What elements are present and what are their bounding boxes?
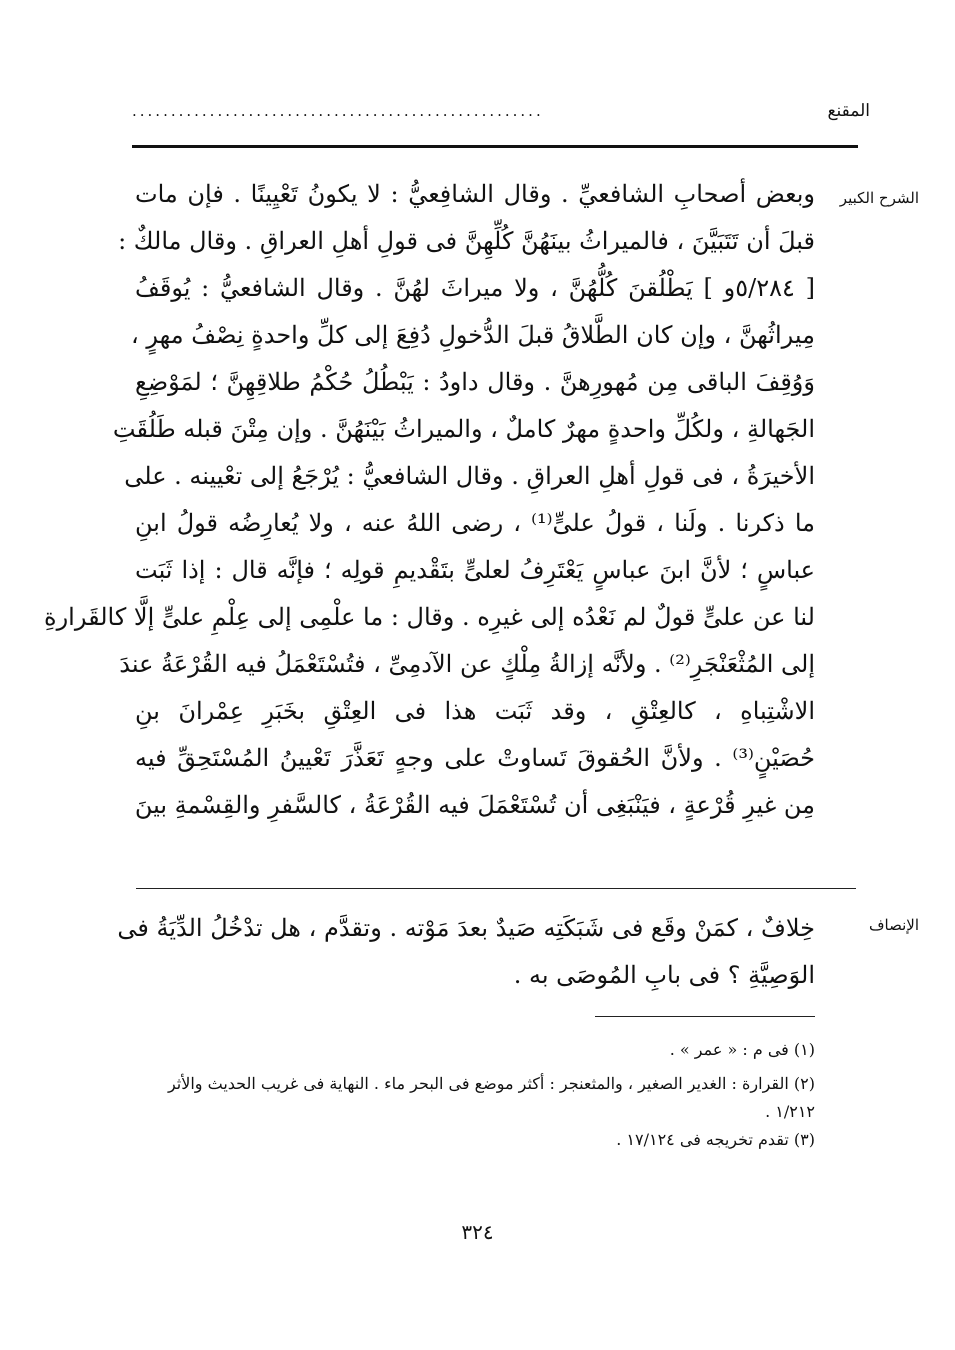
footnote-2-continued: ١/٢١٢ . [765,1102,815,1121]
dot-leader: ..................................................... [132,102,544,120]
text-line: وَوُقِفَ الباقى مِن مُهورِهنَّ . وقال داودُ : يَبْطُلُ حُكْمُ طلاقِهِنَّ ؛ لمَوْضِعِ [135,368,815,396]
text-line: قبلَ أن تَتَبَيَّنَ ، فالميراثُ بينَهُنَّ كُلِّهِنَّ فى قولِ أهلِ العراقِ . وقال مالكٌ : [118,227,815,255]
footnote-divider [595,1016,815,1017]
section-divider [136,888,856,889]
section-label-sharh: الشرح الكبير [839,189,919,207]
text-line: حُصَيْنٍ⁽³⁾ . ولأنَّ الحُقوقَ تَساوتْ على وجهٍ تَعَذَّرَ تَعْيينُ المُسْتَحِقِّ فيه [135,744,815,772]
running-title: المقنع [827,101,870,121]
text-line: الوَصِيَّةِ ؟ فى بابِ المُوصَى به . [513,961,815,989]
text-line: [ ٥/٢٨٤و ] يَطْلُقنَ كُلُّهُنَّ ، ولا ميراثَ لهُنَّ . وقال الشافعيُّ : يُوقَفُ [135,274,815,302]
footnote-2: (٢) القرارة : الغدير الصغير ، والمثعنجر : أكثر موضع فى البحر ماء . النهاية فى غريب الحديث والأثر [167,1074,815,1093]
text-line: الاشْتِباهِ ، كالعِتْقِ ، وقد ثَبَت هذا فى العِتْقِ بخَبَرِ عِمْرانَ بنِ [135,697,815,725]
footnotes [135,1036,815,1154]
text-line: الجَهالةِ ، ولكُلِّ واحدةٍ مهرٌ كاملٌ ، والميراثُ بَيْنَهُنَّ . وإن مِتْنَ قبله طَلُقَتِ [112,415,815,443]
text-line: لنا عن علىٍّ قولٌ لم نَعْدُه إلى غيرِه . وقال : ما علْمِى إلى عِلْمِ علىٍّ إلَّا كالقَرارةِ [44,603,815,631]
header-rule [132,145,858,148]
insaf-text-block [117,905,815,999]
text-line: ما ذكرنا . ولَنا ، قولُ علىٍّ⁽¹⁾ ، رضى اللهُ عنه ، ولا يُعارِضُه قولُ ابنِ [135,509,816,537]
footnote-1: (١) فى م : « عمر » . [669,1040,815,1059]
text-line: الأخيرَةُ ، فى قولِ أهلِ العراقِ . وقال الشافعيُّ : يُرْجَعُ إلى تعْيينه . على [124,462,815,490]
page-number: ٣٢٤ [461,1220,494,1244]
text-line: وبعض أصحابِ الشافعيِّ . وقال الشافِعيُّ : لا يكونُ تَعْيِينًا . فإن مات [135,180,815,208]
text-line: عباسٍ ؛ لأنَّ ابنَ عباسٍ يَعْتَرِفُ لعلىٍّ بتَقْديمِ قولِه ؛ فإنَّه قال : إذا ثَبَت [135,556,815,584]
section-label-insaf: الإنصاف [868,916,919,934]
text-line: مِن غيرِ قُرْعةٍ ، فيَنْبَغِى أن تُسْتَعْمَلَ فيه القُرْعَةُ ، كالسَّفرِ والقِسْمةِ بينَ [134,791,815,819]
text-line: خِلافٌ ، كمَنْ وقَع فى شَبَكَتِه صَيدٌ بعدَ مَوْته . وتقدَّم ، هل تدْخُلُ الدِّيَةُ فى [117,914,815,942]
sharh-text-block [44,171,816,829]
footnote-3: (٣) تقدم تخريجه فى ١٧/١٢٤ . [616,1130,815,1149]
text-line: إلى المُثْعَنْجَرِ⁽²⁾ . ولأنَّه إزالةُ مِلْكٍ عن الآدمِىِّ ، فتُسْتَعْمَلُ فيه القُرْعَةُ عندَ [119,650,815,678]
text-line: مِيراثُهنَّ ، وإن كان الطَّلاقُ قبلَ الدُّخولِ دُفِعَ إلى كلِّ واحدةٍ نِصْفُ مهرٍ ، [131,321,815,349]
